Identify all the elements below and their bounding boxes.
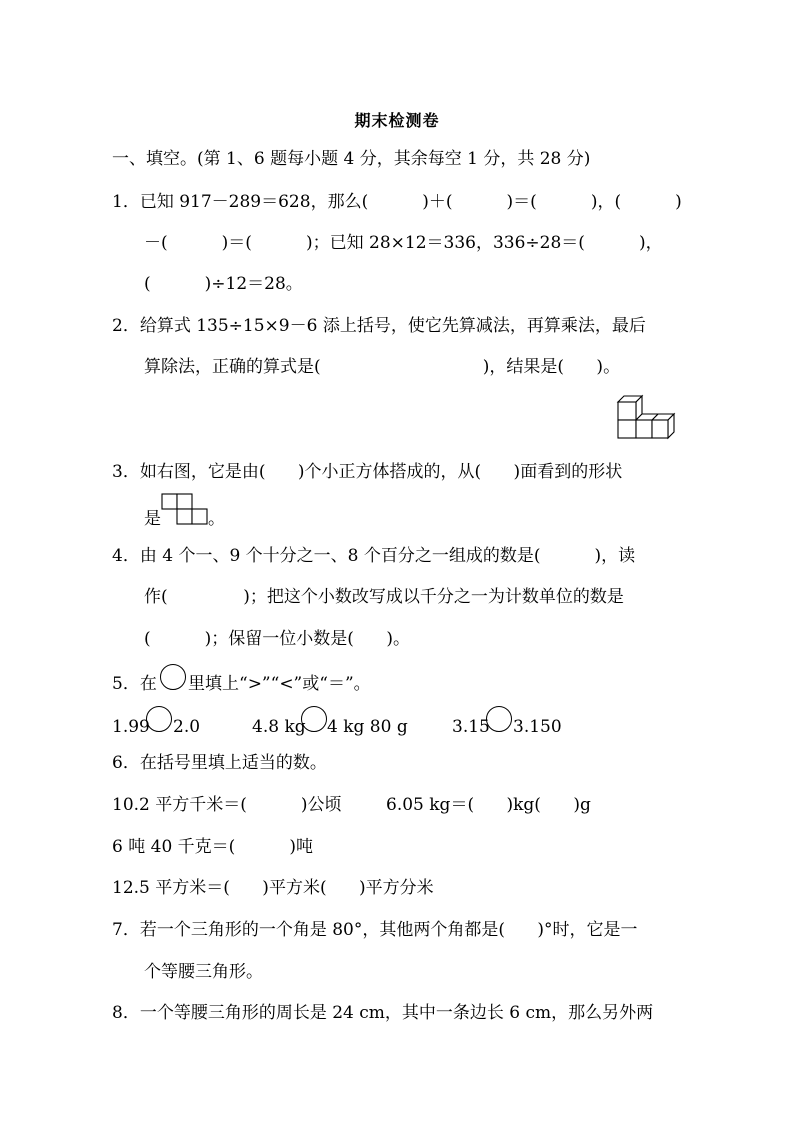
compare-circle-icon	[160, 664, 186, 690]
question-3-line-2-end: 。	[208, 509, 225, 529]
page-title: 期末检测卷	[354, 111, 440, 130]
compare-circle-icon[interactable]	[301, 706, 327, 732]
question-7-line-1: 7．若一个三角形的一个角是 80°，其他两个角都是( )°时，它是一	[112, 920, 638, 940]
compare-1-left: 1.99	[112, 717, 150, 737]
question-4-line-3: ( )；保留一位小数是( )。	[144, 629, 410, 649]
question-6-intro: 6．在括号里填上适当的数。	[112, 753, 327, 773]
question-4-line-1: 4．由 4 个一、9 个十分之一、8 个百分之一组成的数是( )，读	[112, 546, 636, 566]
compare-2-right: 4 kg 80 g	[327, 717, 408, 737]
question-1-line-2: －( )＝( )；已知 28×12＝336，336÷28＝( )，	[144, 233, 663, 253]
question-8-line-1: 8．一个等腰三角形的周长是 24 cm，其中一条边长 6 cm，那么另外两	[112, 1003, 654, 1023]
cube-stack-figure	[616, 392, 678, 442]
question-1-line-1: 1．已知 917－289＝628，那么( )＋( )＝( )，( )	[112, 192, 682, 212]
question-3-line-1: 3．如右图，它是由( )个小正方体搭成的，从( )面看到的形状	[112, 462, 623, 482]
compare-circle-icon[interactable]	[146, 706, 172, 732]
question-6-item-2: 6.05 kg＝( )kg( )g	[386, 795, 591, 815]
question-2-line-2: 算除法，正确的算式是( )，结果是( )。	[144, 357, 621, 377]
question-4-line-2: 作( )；把这个小数改写成以千分之一为计数单位的数是	[144, 587, 624, 607]
compare-3-right: 3.150	[513, 717, 562, 737]
compare-circle-icon[interactable]	[486, 706, 512, 732]
top-view-shape	[161, 493, 209, 525]
question-6-item-4: 12.5 平方米＝( )平方米( )平方分米	[112, 878, 434, 898]
compare-1-right: 2.0	[173, 717, 201, 737]
question-5-intro-end: 里填上“>”“<”或“＝”。	[188, 674, 371, 694]
question-6-item-3: 6 吨 40 千克＝( )吨	[112, 837, 313, 857]
question-7-line-2: 个等腰三角形。	[144, 962, 263, 982]
question-2-line-1: 2．给算式 135÷15×9－6 添上括号，使它先算减法，再算乘法，最后	[112, 316, 646, 336]
section-heading: 一、填空。(第 1、6 题每小题 4 分，其余每空 1 分，共 28 分)	[112, 149, 591, 169]
compare-2-left: 4.8 kg	[252, 717, 306, 737]
question-1-line-3: ( )÷12＝28。	[144, 274, 303, 294]
question-6-item-1: 10.2 平方千米＝( )公顷	[112, 795, 342, 815]
question-3-line-2-start: 是	[144, 509, 161, 529]
compare-3-left: 3.15	[452, 717, 490, 737]
question-5-intro-start: 5．在	[112, 674, 157, 694]
